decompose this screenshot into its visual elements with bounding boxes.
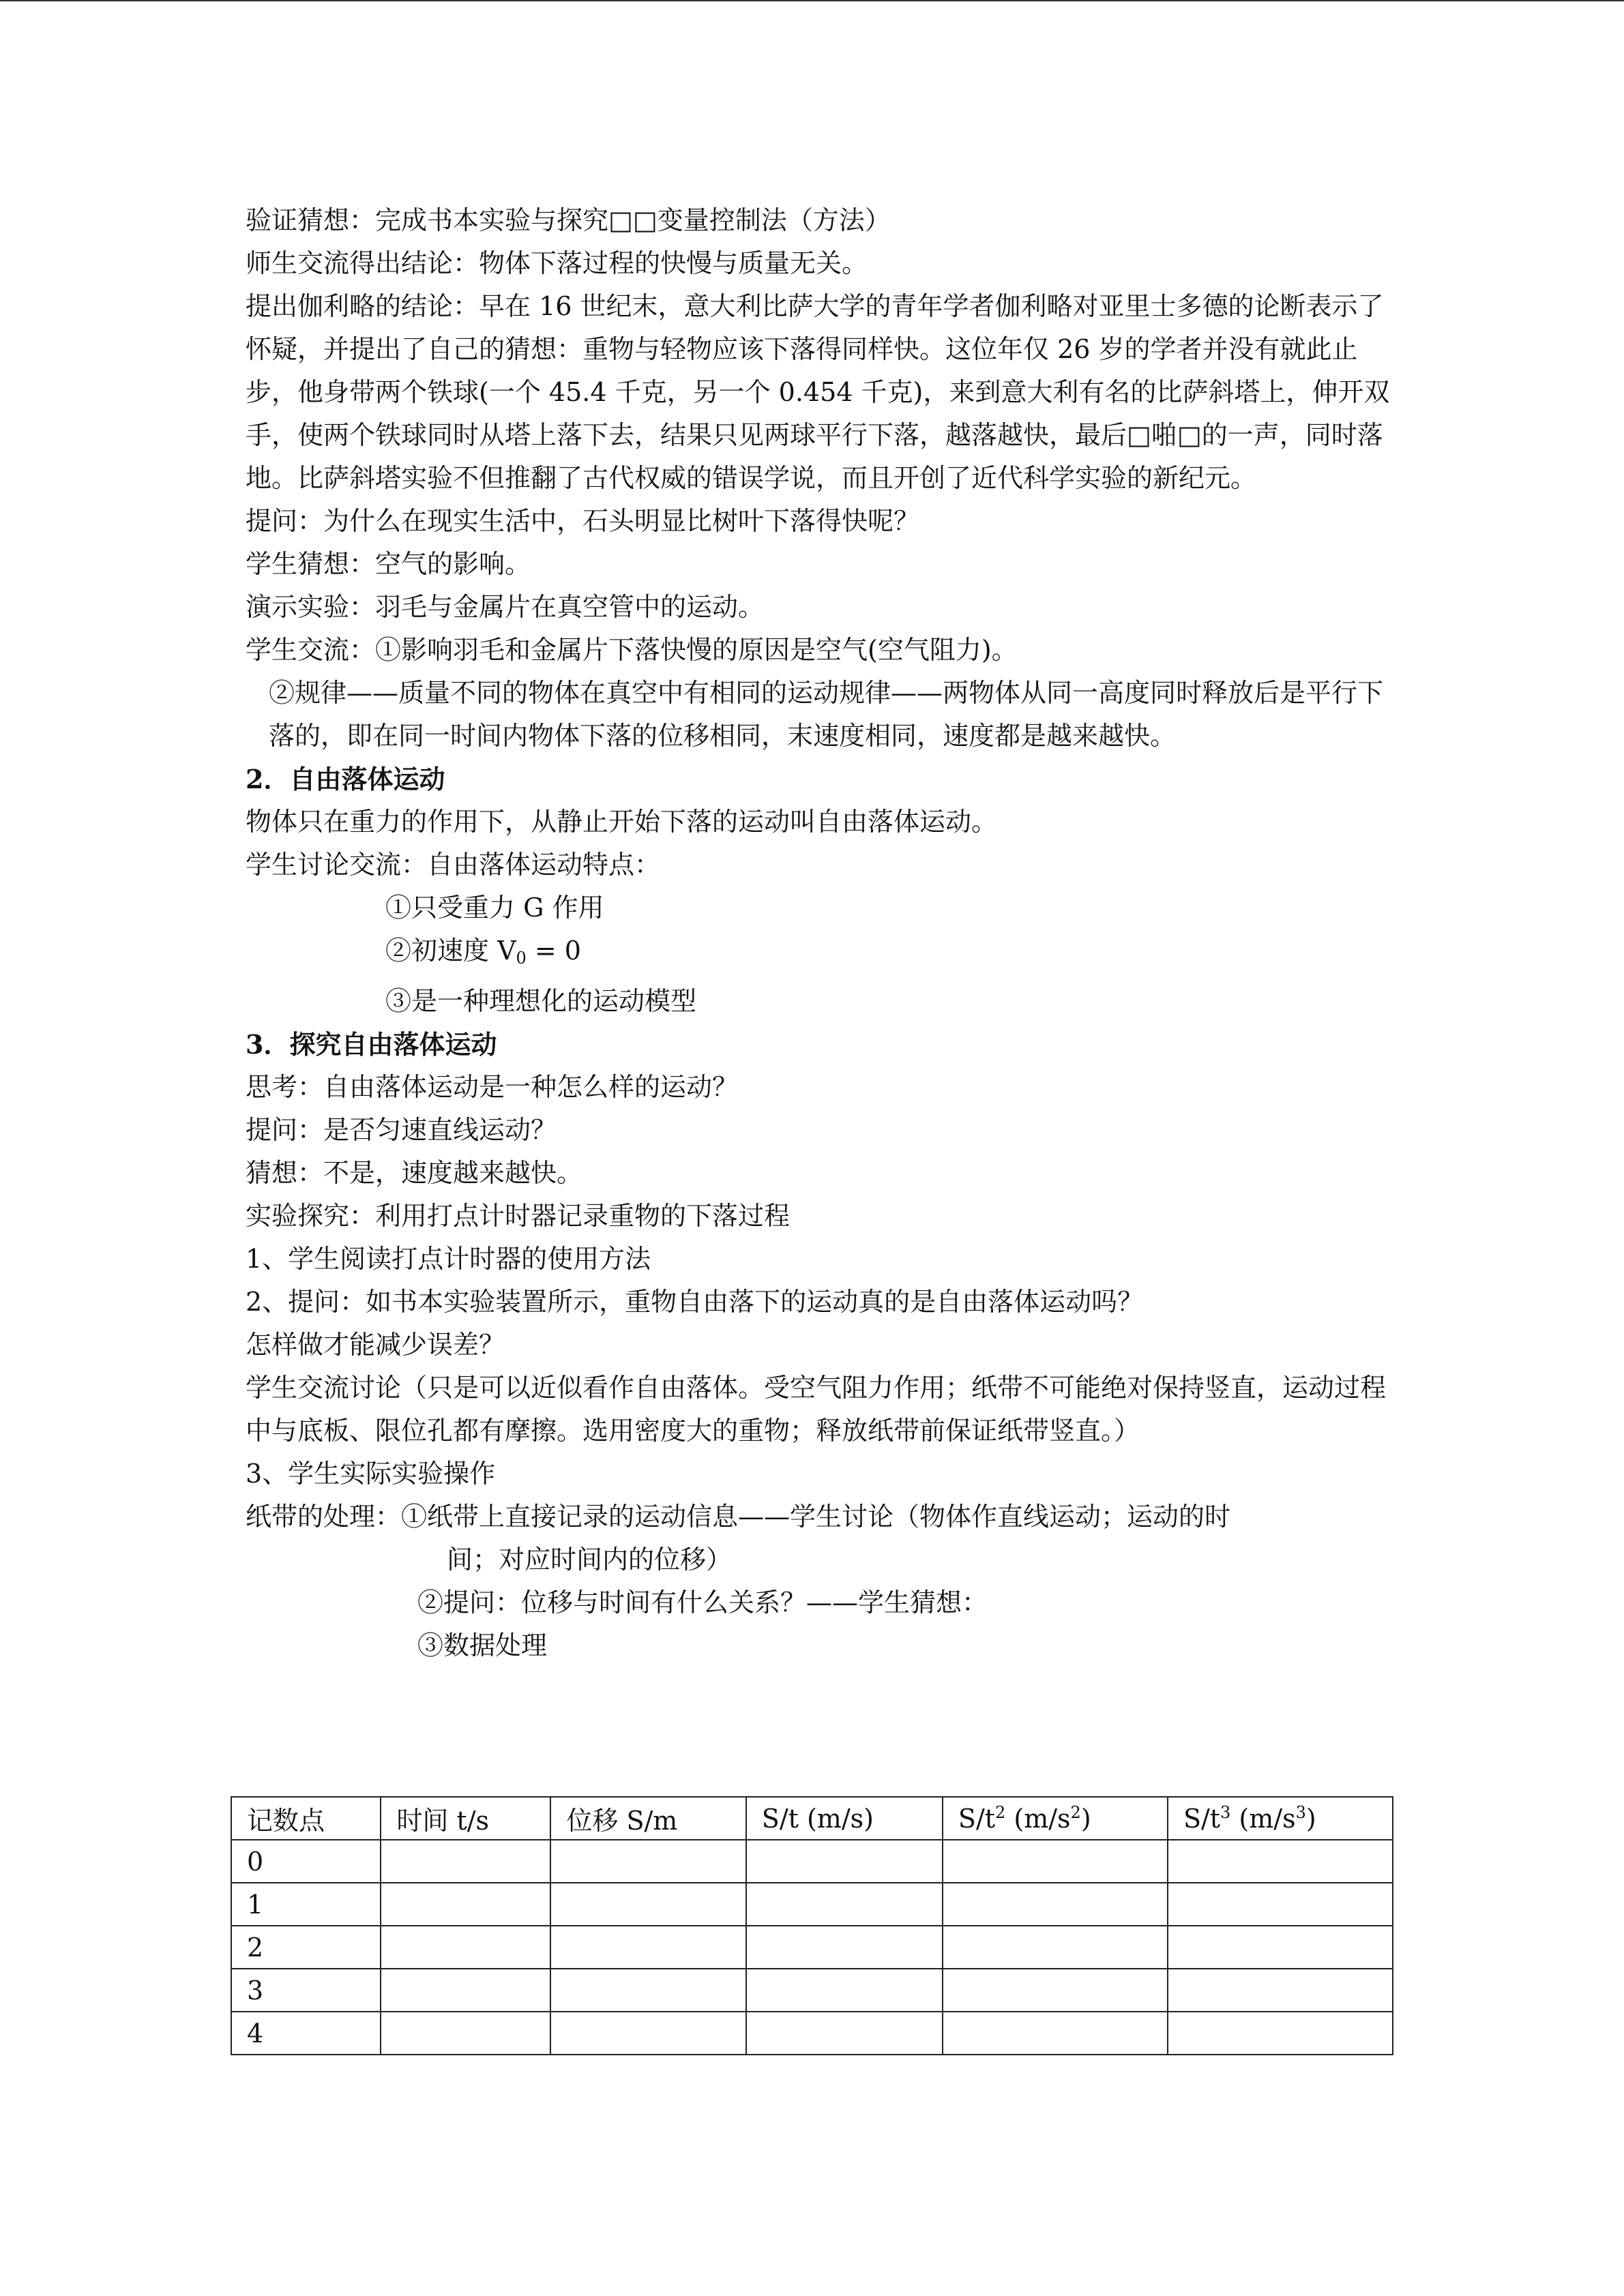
- section-3-line: 提问：是否匀速直线运动？: [246, 1115, 557, 1145]
- paper-tape-step-1: 纸带的处理：①纸带上直接记录的运动信息——学生讨论（物体作直线运动；运动的时: [246, 1502, 1231, 1532]
- table-row: [231, 2012, 1393, 2055]
- header-s-over-t: S/t (m/s): [746, 1797, 943, 1840]
- paragraph-rule: ②规律——质量不同的物体在真空中有相同的运动规律——两物体从同一高度同时释放后是平行下落的，即在同一时间内物体下落的位移相同，末速度相同，速度都是越来越快。: [269, 678, 1384, 751]
- section-3-line: 怎样做才能减少误差？: [246, 1330, 505, 1360]
- section-3-line: 思考：自由落体运动是一种怎么样的运动？: [246, 1072, 739, 1102]
- table-cell: [943, 1969, 1168, 2012]
- paragraph-student-exchange: 学生交流：①影响羽毛和金属片下落快慢的原因是空气(空气阻力)。: [246, 635, 1018, 665]
- section-3-line: 3、学生实际实验操作: [246, 1459, 496, 1489]
- paper-tape-step-3: ③数据处理: [417, 1630, 548, 1660]
- feature-item-2: [246, 929, 1391, 980]
- section-3-line: 实验探究：利用打点计时器记录重物的下落过程: [246, 1201, 791, 1231]
- paragraph-conclusion: 师生交流得出结论：物体下落过程的快慢与质量无关。: [246, 248, 868, 278]
- table-cell: [943, 2012, 1168, 2055]
- free-fall-definition: 物体只在重力的作用下，从静止开始下落的运动叫自由落体运动。: [246, 807, 998, 837]
- feature-2-text: ②初速度 V: [385, 936, 516, 966]
- header-time: 时间 t/s: [381, 1797, 550, 1840]
- header-s-over-t3: $S/t^3$ $(m/s^3)$: [1168, 1797, 1393, 1840]
- paragraph-question: 提问：为什么在现实生活中，石头明显比树叶下落得快呢？: [246, 506, 920, 536]
- table-cell: [381, 1969, 550, 2012]
- table-cell: [550, 1883, 745, 1926]
- paper-tape-step-1-cont: 间；对应时间内的位移）: [447, 1545, 733, 1575]
- feature-2-subscript: 0: [516, 949, 527, 968]
- row-label: 3: [231, 1969, 381, 2012]
- table-cell: [746, 1840, 943, 1883]
- table-cell: [943, 1840, 1168, 1883]
- row-label: 0: [231, 1840, 381, 1883]
- paper-tape-step-2: ②提问：位移与时间有什么关系？——学生猜想：: [417, 1587, 988, 1617]
- table-row: [231, 1883, 1393, 1926]
- paragraph-student-guess: 学生猜想：空气的影响。: [246, 549, 531, 579]
- table-cell: [1168, 1969, 1393, 2012]
- row-label: 4: [231, 2012, 381, 2055]
- paragraph-verify-guess: 验证猜想：完成书本实验与探究□□变量控制法（方法）: [246, 205, 891, 235]
- table-cell: [550, 1840, 745, 1883]
- header-s-over-t2: $S/t^2$ $(m/s^2)$: [943, 1797, 1168, 1840]
- paragraph-demo: 演示实验：羽毛与金属片在真空管中的运动。: [246, 592, 765, 622]
- table-header-row: [231, 1797, 1393, 1840]
- section-3-heading: 3．探究自由落体运动: [246, 1029, 497, 1060]
- table-cell: [550, 2012, 745, 2055]
- table-cell: [381, 1883, 550, 1926]
- table-row: [231, 1969, 1393, 2012]
- table-cell: [943, 1883, 1168, 1926]
- table-cell: [1168, 1883, 1393, 1926]
- section-3-line: 2、提问：如书本实验装置所示，重物自由落下的运动真的是自由落体运动吗？: [246, 1287, 1144, 1317]
- table-cell: [943, 1926, 1168, 1969]
- table-cell: [1168, 1840, 1393, 1883]
- table-cell: [746, 1926, 943, 1969]
- table-cell: [550, 1969, 745, 2012]
- table-cell: [1168, 2012, 1393, 2055]
- table-cell: [1168, 1926, 1393, 1969]
- row-label: 1: [231, 1883, 381, 1926]
- table-cell: [550, 1926, 745, 1969]
- header-displacement: 位移 S/m: [550, 1797, 745, 1840]
- table-cell: [381, 1840, 550, 1883]
- table-cell: [746, 2012, 943, 2055]
- header-count-point: 记数点: [231, 1797, 381, 1840]
- table-cell: [381, 1926, 550, 1969]
- table-cell: [746, 1969, 943, 2012]
- table-row: [231, 1840, 1393, 1883]
- feature-item-3: ③是一种理想化的运动模型: [385, 986, 697, 1016]
- feature-item-1: ①只受重力 G 作用: [385, 893, 604, 923]
- section-3-line: 学生交流讨论（只是可以近似看作自由落体。受空气阻力作用；纸带不可能绝对保持竖直，运动过程中与底板、限位孔都有摩擦。选用密度大的重物；释放纸带前保证纸带竖直。）: [246, 1373, 1387, 1446]
- paragraph-galileo: 提出伽利略的结论：早在 16 世纪末，意大利比萨大学的青年学者伽利略对亚里士多德的论断表示了怀疑，并提出了自己的猜想：重物与轻物应该下落得同样快。这位年仅 26 岁的学者并没有就此止步，他身带两个铁球(一个 45.4 千克，另一个 0.454 千克)，来到意大利有名的比萨斜塔上，伸开双手，使两个铁球同时从塔上落下去，结果只见两球平行下落，越落越快，最后□啪□的一声，同时落地。比萨斜塔实验不但推翻了古代权威的错误学说，而且开创了近代科学实验的新纪元。: [246, 291, 1390, 493]
- section-2-heading: 2．自由落体运动: [246, 764, 445, 794]
- section-3-line: 猜想：不是，速度越来越快。: [246, 1158, 583, 1188]
- free-fall-discussion: 学生讨论交流：自由落体运动特点：: [246, 850, 661, 880]
- table-row: [231, 1926, 1393, 1969]
- feature-2-suffix: = 0: [526, 936, 581, 966]
- section-3-line: 1、学生阅读打点计时器的使用方法: [246, 1244, 651, 1274]
- table-cell: [381, 2012, 550, 2055]
- table-cell: [746, 1883, 943, 1926]
- data-processing-table: [231, 1796, 1393, 2055]
- row-label: 2: [231, 1926, 381, 1969]
- document-body: [246, 199, 1391, 1667]
